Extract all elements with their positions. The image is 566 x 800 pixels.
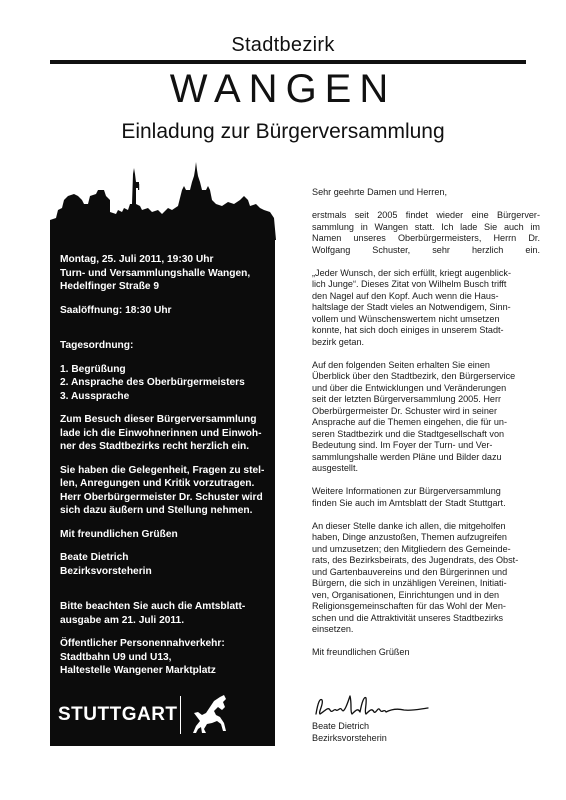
- text-line: Auf den folgenden Seiten erhalten Sie einen: [312, 359, 490, 370]
- venue-line: Turn- und Versammlungshalle Wangen,: [60, 267, 251, 279]
- letter-closing: Mit freundlichen Grüßen: [312, 647, 410, 657]
- text-line: sammlungshalle werden Pläne und Bilder dazu: [312, 451, 502, 462]
- text-line: Stadtbahn U9 und U13,: [60, 651, 172, 663]
- transit-info: [60, 637, 270, 678]
- city-skyline-icon: [44, 160, 276, 240]
- text-line: Ansprache auf die Themen eingehen, die für un-: [312, 417, 507, 427]
- gazette-note: [60, 600, 270, 627]
- text-line: Bedeutung sind. Im Foyer der Turn- und Ver-: [312, 440, 493, 450]
- letter-paragraph: [312, 486, 540, 509]
- questions-text: [60, 464, 270, 518]
- text-line: Sie haben die Gelegenheit, Fragen zu stel-: [60, 464, 265, 476]
- text-line: konnte, hat sich doch einiges in unserem Stadt-: [312, 325, 504, 335]
- signer-title: Bezirksvorsteherin: [60, 565, 152, 577]
- invitation-text: [60, 413, 270, 454]
- text-line: schen und die Attraktivität unseres Stadtbezirks: [312, 612, 504, 623]
- text-line: Herr Oberbürgermeister Dr. Schuster wird: [60, 491, 263, 503]
- text-line: Zum Besuch dieser Bürgerversammlung: [60, 414, 257, 425]
- letter-signer: [312, 721, 387, 744]
- page-subtitle: Einladung zur Bürgerversammlung: [121, 120, 445, 143]
- text-line: ven, Organisationen, Einrichtungen und in den: [312, 589, 500, 600]
- salutation: Sehr geehrte Damen und Herren,: [312, 187, 447, 197]
- text-line: „Jeder Wunsch, der sich erfüllt, kriegt augenblick-: [312, 267, 511, 278]
- text-line: lade ich die Einwohnerinnen und Einwoh-: [60, 427, 262, 439]
- text-line: rats, des Bezirksbeirats, des Jugendrats, des Obst-: [312, 555, 519, 565]
- header-rule: [50, 60, 526, 64]
- text-line: ner des Stadtbezirks recht herzlich ein.: [60, 441, 250, 452]
- letter-paragraph: [312, 521, 540, 636]
- text-line: Haltestelle Wangener Marktplatz: [60, 665, 216, 676]
- text-line: und Gartenbauvereins und den Bürgerinnen und: [312, 566, 508, 577]
- text-line: seit der letzten Bürgerversammlung 2005. Herr: [312, 394, 502, 404]
- text-line: bezirk getan.: [312, 336, 365, 347]
- text-line: ausgestellt.: [312, 463, 359, 473]
- text-line: Weitere Informationen zur Bürgerversammlung: [312, 486, 501, 496]
- text-line: sich dazu äußern und Stellung nehmen.: [60, 505, 253, 516]
- text-line: Bürgern, die sich in unzähligen Vereinen, Initiati-: [312, 578, 507, 588]
- text-line: Oberbürgermeister Dr. Schuster wird in seiner: [312, 405, 497, 416]
- text-line: sammlung in Wangen statt. Ich lade Sie auch im: [312, 221, 540, 232]
- stuttgart-logo: STUTTGART: [58, 704, 178, 725]
- text-line: Wolfgang Schuster, sehr herzlich ein.: [312, 244, 540, 255]
- text-line: vollem und Wünschenswertem nicht umsetzen: [312, 313, 500, 324]
- text-line: seren Stadtbezirk und die Stadtgesellschaft von: [312, 428, 505, 439]
- event-details: [60, 253, 270, 294]
- venue-address: Hedelfinger Straße 9: [60, 281, 160, 292]
- text-line: und umzusetzen; den Mitgliedern des Gemeinde-: [312, 543, 511, 554]
- district-label: Stadtbezirk: [231, 34, 335, 56]
- agenda-list: [60, 363, 270, 404]
- info-panel: [50, 238, 275, 746]
- text-line: len, Anregungen und Kritik vorzutragen.: [60, 478, 255, 489]
- district-name: WANGEN: [169, 67, 397, 111]
- text-line: und über die Entwicklungen und Veränderungen: [312, 382, 507, 393]
- letter-body: [312, 187, 540, 670]
- event-date: Montag, 25. Juli 2011, 19:30 Uhr: [60, 254, 214, 265]
- text-line: finden Sie auch im Amtsblatt der Stadt Stuttgart.: [312, 497, 506, 508]
- agenda-item: 1. Begrüßung: [60, 363, 126, 375]
- agenda-item: 3. Aussprache: [60, 390, 130, 402]
- logo-divider: [180, 696, 181, 734]
- agenda-title: Tagesordnung:: [60, 340, 134, 351]
- text-line: erstmals seit 2005 findet wieder eine Bürgerver-: [312, 210, 540, 220]
- text-line: An dieser Stelle danke ich allen, die mitgeholfen: [312, 520, 506, 531]
- text-line: Bitte beachten Sie auch die Amtsblatt-: [60, 601, 246, 612]
- signer-name: Beate Dietrich: [60, 552, 129, 563]
- signer-title: Bezirksvorsteherin: [312, 732, 387, 743]
- agenda-item: 2. Ansprache des Oberbürgermeisters: [60, 377, 245, 388]
- signer-name: Beate Dietrich: [312, 721, 370, 731]
- text-line: Religionsgemeinschaften für das Wohl der Men-: [312, 601, 506, 611]
- letter-paragraph: [312, 210, 540, 256]
- stuttgart-horse-icon: [190, 693, 234, 735]
- text-line: Überblick über den Stadtbezirk, den Bürgerservice: [312, 371, 516, 381]
- text-line: den Nagel auf den Kopf. Auch wenn die Haus-: [312, 290, 499, 301]
- letter-paragraph: [312, 268, 540, 349]
- text-line: Namen unseres Oberbürgermeisters, Herrn Dr.: [312, 233, 540, 243]
- text-line: einsetzen.: [312, 624, 354, 634]
- panel-signer: [60, 551, 270, 578]
- text-line: haben, Dinge anzustoßen, Themen aufzugreifen: [312, 532, 507, 542]
- doors-open: Saalöffnung: 18:30 Uhr: [60, 304, 172, 316]
- text-line: haltslage der Stadt vieles an Notwendigem, Sinn-: [312, 302, 511, 312]
- letter-paragraph: [312, 360, 540, 475]
- panel-greeting: Mit freundlichen Grüßen: [60, 528, 178, 540]
- text-line: Öffentlicher Personennahverkehr:: [60, 638, 225, 649]
- text-line: lich Junge“. Dieses Zitat von Wilhelm Busch trifft: [312, 279, 507, 289]
- text-line: ausgabe am 21. Juli 2011.: [60, 614, 185, 626]
